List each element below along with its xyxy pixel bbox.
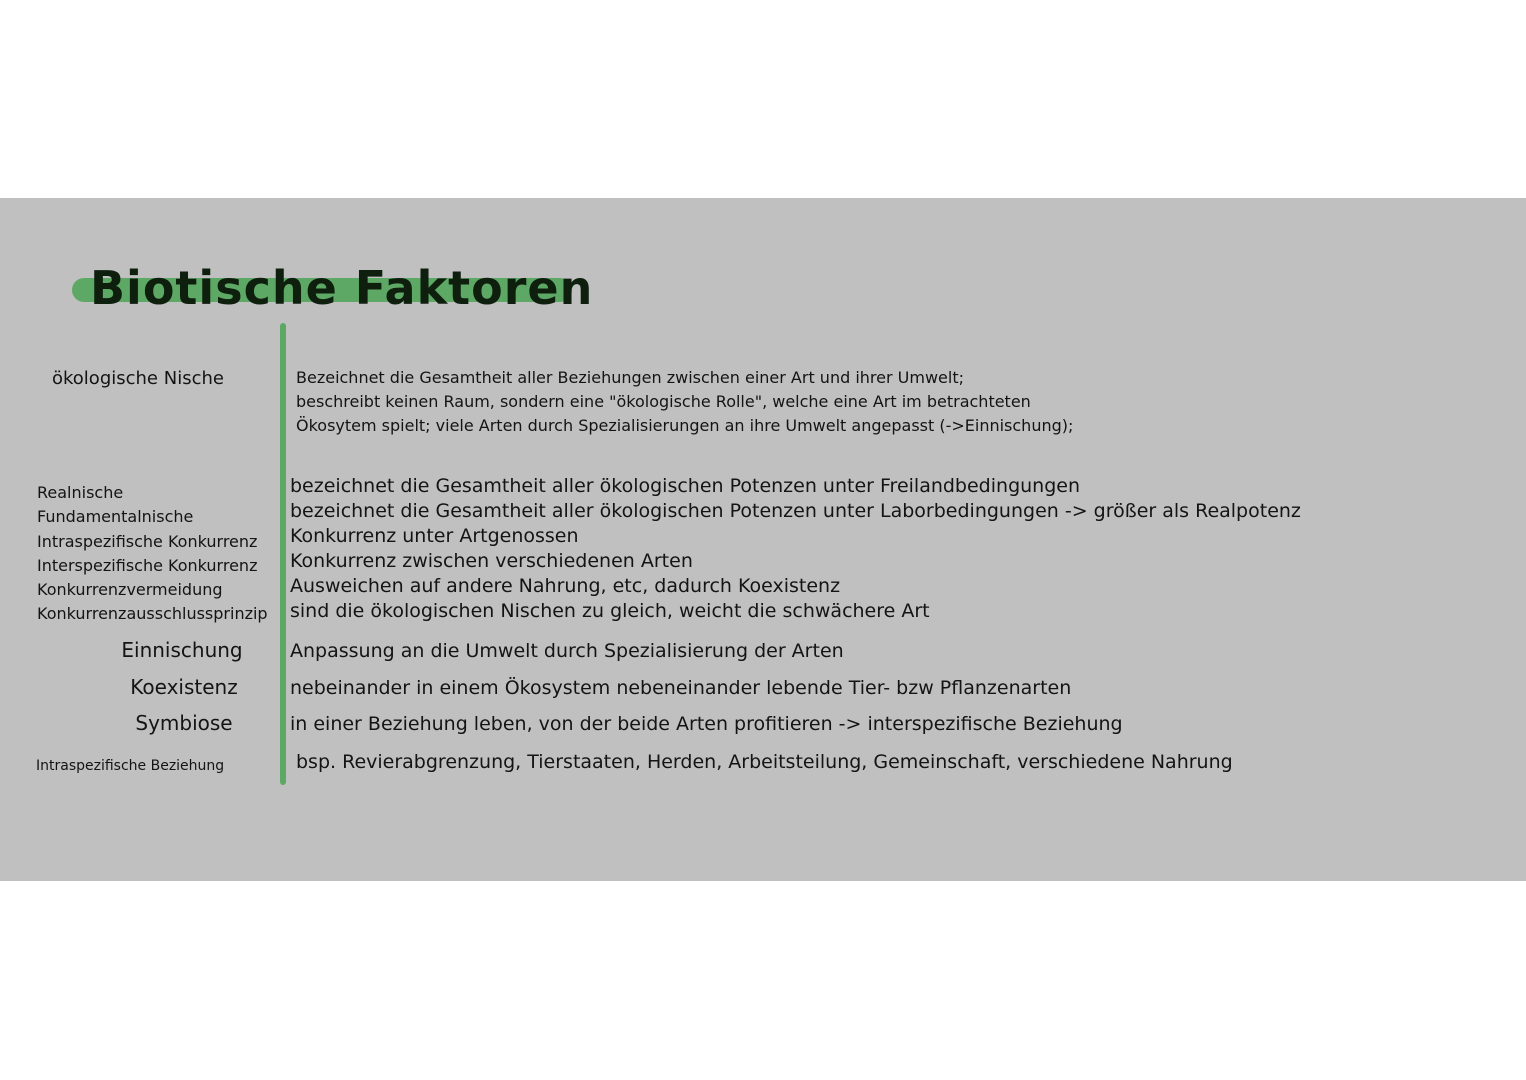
term-intraspezifische-konkurrenz: Intraspezifische Konkurrenz: [37, 532, 258, 551]
term-symbiose: Symbiose: [135, 711, 233, 735]
term-konkurrenzvermeidung: Konkurrenzvermeidung: [37, 580, 223, 599]
notes-panel: [0, 198, 1526, 881]
definition-nische-line-3: Ökosytem spielt; viele Arten durch Spezialisierungen an ihre Umwelt angepasst (->Einnischung);: [296, 416, 1074, 435]
term-realnische: Realnische: [37, 483, 124, 502]
term-nische: ökologische Nische: [52, 368, 224, 389]
definition-einnischung: Anpassung an die Umwelt durch Spezialisierung der Arten: [290, 640, 844, 662]
definition-intraspezifische-beziehung: bsp. Revierabgrenzung, Tierstaaten, Herden, Arbeitsteilung, Gemeinschaft, verschiedene Nahrung: [296, 751, 1233, 773]
title-block: [72, 258, 594, 318]
page-title: Biotische Faktoren: [90, 261, 594, 315]
definition-konkurrenzvermeidung: Ausweichen auf andere Nahrung, etc, dadurch Koexistenz: [290, 575, 841, 597]
term-konkurrenzausschlussprinzip: Konkurrenzausschlussprinzip: [37, 604, 268, 623]
definition-koexistenz: nebeinander in einem Ökosystem nebeneinander lebende Tier- bzw Pflanzenarten: [290, 677, 1072, 699]
term-einnischung: Einnischung: [121, 638, 243, 662]
definition-symbiose: in einer Beziehung leben, von der beide Arten profitieren -> interspezifische Beziehung: [290, 713, 1123, 735]
definition-interspezifische-konkurrenz: Konkurrenz zwischen verschiedenen Arten: [290, 550, 693, 572]
term-intraspezifische-beziehung: Intraspezifische Beziehung: [36, 758, 225, 774]
term-koexistenz: Koexistenz: [130, 675, 238, 699]
definition-nische-line-2: beschreibt keinen Raum, sondern eine "ökologische Rolle", welche eine Art im betrachteten: [296, 392, 1031, 411]
definition-realnische: bezeichnet die Gesamtheit aller ökologischen Potenzen unter Freilandbedingungen: [290, 475, 1081, 497]
definition-konkurrenzausschlussprinzip: sind die ökologischen Nischen zu gleich, weicht die schwächere Art: [290, 600, 930, 622]
definition-fundamentalnische: bezeichnet die Gesamtheit aller ökologischen Potenzen unter Laborbedingungen -> größer als Realpotenz: [290, 500, 1301, 522]
definition-nische-line-1: Bezeichnet die Gesamtheit aller Beziehungen zwischen einer Art und ihrer Umwelt;: [296, 368, 964, 387]
definition-intraspezifische-konkurrenz: Konkurrenz unter Artgenossen: [290, 525, 579, 547]
term-fundamentalnische: Fundamentalnische: [37, 507, 194, 526]
term-interspezifische-konkurrenz: Interspezifische Konkurrenz: [37, 556, 258, 575]
